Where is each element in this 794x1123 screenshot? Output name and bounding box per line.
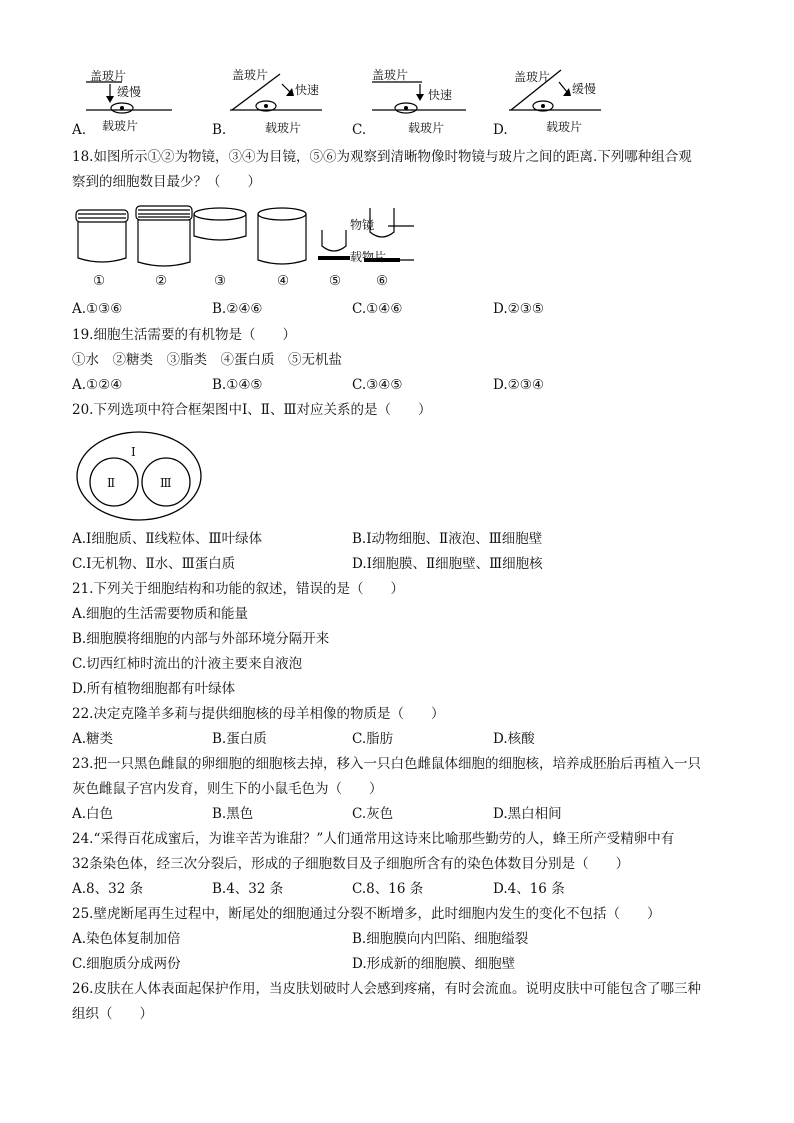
coverslip-label-d: 盖玻片 bbox=[514, 70, 551, 84]
slide-label-b: 载玻片 bbox=[265, 121, 302, 135]
q24-option-c: C.8、16 条 bbox=[352, 881, 424, 897]
q17-option-b: B. bbox=[212, 122, 227, 138]
q24-option-d: D.4、16 条 bbox=[493, 881, 565, 897]
q19-option-a: A.①②④ bbox=[72, 377, 123, 393]
speed-label-c: 快速 bbox=[428, 88, 453, 102]
lens-diagram bbox=[72, 200, 472, 295]
q23-option-a: A.白色 bbox=[72, 806, 114, 822]
q20-option-d: D.Ⅰ细胞膜、Ⅱ细胞壁、Ⅲ细胞核 bbox=[352, 556, 543, 572]
nested-sets-diagram bbox=[74, 430, 204, 522]
q22-option-d: D.核酸 bbox=[493, 731, 535, 747]
q26-stem-line1: 26.皮肤在人体表面起保护作用，当皮肤划破时人会感到疼痛，有时会流血。说明皮肤中可能包含了哪三种 bbox=[72, 981, 701, 997]
coverslip-label-c: 盖玻片 bbox=[372, 68, 409, 82]
q18-option-a: A.①③⑥ bbox=[72, 301, 123, 317]
fig-num-3: ③ bbox=[214, 273, 227, 289]
q18-stem-line2: 察到的细胞数目最少？（ ） bbox=[72, 174, 261, 190]
q19-option-b: B.①④⑤ bbox=[212, 377, 263, 393]
speed-label-b: 快速 bbox=[295, 83, 320, 97]
q25-option-d: D.形成新的细胞膜、细胞壁 bbox=[352, 956, 516, 972]
q17-option-c: C. bbox=[352, 122, 367, 138]
q18-option-b: B.②④⑥ bbox=[212, 301, 263, 317]
fig-num-5: ⑤ bbox=[329, 273, 342, 289]
q19-stem: 19.细胞生活需要的有机物是（ ） bbox=[72, 327, 296, 343]
q19-option-c: C.③④⑤ bbox=[352, 377, 403, 393]
q23-option-d: D.黑白相间 bbox=[493, 806, 562, 822]
q24-option-b: B.4、32 条 bbox=[212, 881, 284, 897]
q17-option-a: A. bbox=[72, 122, 87, 138]
q18-stem-line1: 18.如图所示①②为物镜，③④为目镜，⑤⑥为观察到清晰物像时物镜与玻片之间的距离.下列哪种组合观 bbox=[72, 149, 692, 165]
set-label-3: Ⅲ bbox=[160, 476, 172, 490]
q25-option-c: C.细胞质分成两份 bbox=[72, 956, 181, 972]
slide-label-a: 载玻片 bbox=[102, 119, 139, 133]
q25-option-b: B.细胞膜向内凹陷、细胞缢裂 bbox=[352, 931, 529, 947]
q20-stem: 20.下列选项中符合框架图中Ⅰ、Ⅱ、Ⅲ对应关系的是（ ） bbox=[72, 402, 432, 418]
q23-option-b: B.黑色 bbox=[212, 806, 254, 822]
fig-num-4: ④ bbox=[277, 273, 290, 289]
q20-venn-figure bbox=[74, 430, 204, 522]
q23-stem-line2: 灰色雌鼠子宫内发育，则生下的小鼠毛色为（ ） bbox=[72, 781, 383, 797]
q24-stem-line2: 32条染色体，经三次分裂后，形成的子细胞数目及子细胞所含有的染色体数目分别是（ ） bbox=[72, 856, 630, 872]
q20-option-a: A.Ⅰ细胞质、Ⅱ线粒体、Ⅲ叶绿体 bbox=[72, 531, 263, 547]
q17-option-d: D. bbox=[493, 122, 508, 138]
q19-items: ①水 ②糖类 ③脂类 ④蛋白质 ⑤无机盐 bbox=[72, 352, 342, 368]
set-label-1: Ⅰ bbox=[131, 445, 136, 459]
q21-option-a: A.细胞的生活需要物质和能量 bbox=[72, 606, 249, 622]
q25-stem: 25.壁虎断尾再生过程中，断尾处的细胞通过分裂不断增多，此时细胞内发生的变化不包括（ ） bbox=[72, 906, 661, 922]
q18-option-d: D.②③⑤ bbox=[493, 301, 544, 317]
q21-option-d: D.所有植物细胞都有叶绿体 bbox=[72, 681, 236, 697]
q22-option-b: B.蛋白质 bbox=[212, 731, 267, 747]
q24-stem-line1: 24.“采得百花成蜜后，为谁辛苦为谁甜？”人们通常用这诗来比喻那些勤劳的人，蜂王所产受精卵中有 bbox=[72, 831, 675, 847]
slide-label: 载物片 bbox=[350, 250, 387, 264]
q19-option-d: D.②③④ bbox=[493, 377, 544, 393]
objective-label: 物镜 bbox=[350, 218, 375, 232]
set-label-2: Ⅱ bbox=[107, 476, 116, 490]
q24-option-a: A.8、32 条 bbox=[72, 881, 144, 897]
fig-num-1: ① bbox=[93, 273, 106, 289]
slide-label-d: 载玻片 bbox=[546, 120, 583, 134]
q22-stem: 22.决定克隆羊多莉与提供细胞核的母羊相像的物质是（ ） bbox=[72, 706, 445, 722]
q18-microscope-parts-figure bbox=[72, 200, 472, 295]
q25-option-a: A.染色体复制加倍 bbox=[72, 931, 181, 947]
q23-option-c: C.灰色 bbox=[352, 806, 394, 822]
slide-label-c: 载玻片 bbox=[408, 121, 445, 135]
fig-num-2: ② bbox=[155, 273, 168, 289]
coverslip-label-a: 盖玻片 bbox=[90, 69, 127, 83]
q22-option-c: C.脂肪 bbox=[352, 731, 394, 747]
q21-option-b: B.细胞膜将细胞的内部与外部环境分隔开来 bbox=[72, 631, 330, 647]
q22-option-a: A.糖类 bbox=[72, 731, 114, 747]
speed-label-a: 缓慢 bbox=[117, 85, 142, 99]
q23-stem-line1: 23.把一只黑色雌鼠的卵细胞的细胞核去掉，移入一只白色雌鼠体细胞的细胞核，培养成胚胎后再植入一只 bbox=[72, 756, 701, 772]
fig-num-6: ⑥ bbox=[376, 273, 389, 289]
speed-label-d: 缓慢 bbox=[572, 82, 597, 96]
coverslip-label-b: 盖玻片 bbox=[232, 68, 269, 82]
q26-stem-line2: 组织（ ） bbox=[72, 1006, 153, 1022]
q21-stem: 21.下列关于细胞结构和功能的叙述，错误的是（ ） bbox=[72, 581, 404, 597]
q18-option-c: C.①④⑥ bbox=[352, 301, 403, 317]
q21-option-c: C.切西红柿时流出的汁液主要来自液泡 bbox=[72, 656, 303, 672]
q20-option-b: B.Ⅰ动物细胞、Ⅱ液泡、Ⅲ细胞壁 bbox=[352, 531, 543, 547]
q20-option-c: C.Ⅰ无机物、Ⅱ水、Ⅲ蛋白质 bbox=[72, 556, 236, 572]
